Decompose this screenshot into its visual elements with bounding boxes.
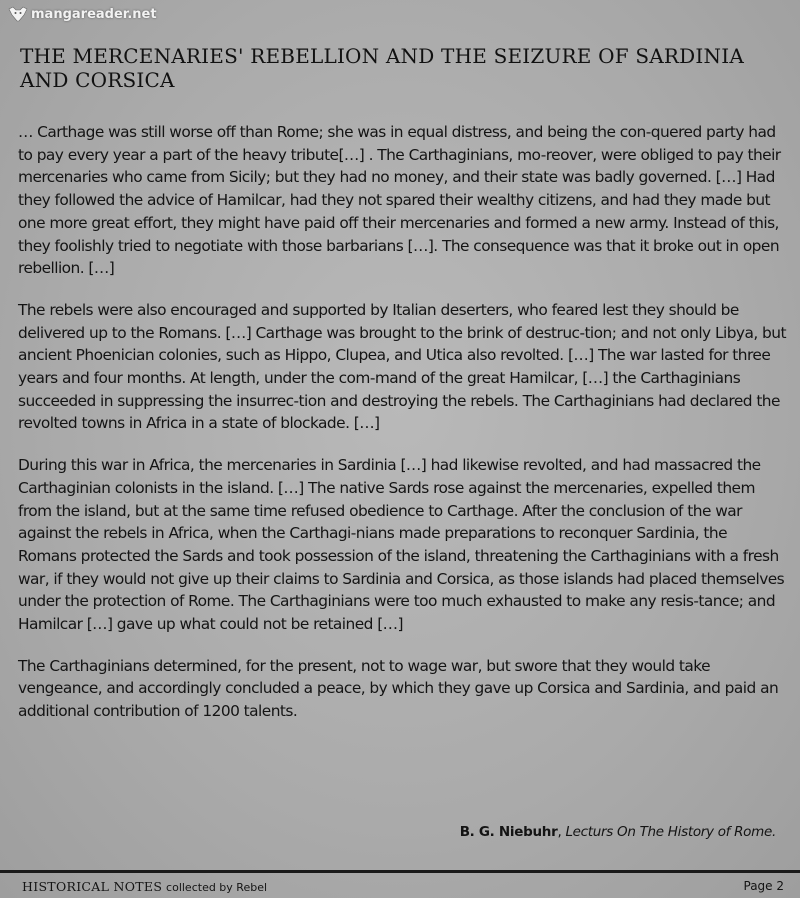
footer-divider — [0, 870, 800, 873]
paragraph-1: … Carthage was still worse off than Rome; she was in equal distress, and being the con-quered party had to pay every year a part of the heavy tribute[…] . The Carthaginians, mo-reover, were obliged to pay their mercenaries who came from Sicily; but they had no money, and their state was badly governed. […] Had they followed the advice of Hamilcar, had they not spared their wealthy citizens, and had they made but one more great effort, they might have paid off their mercenaries and formed a new army. Instead of this, they foolishly tried to negotiate with those barbarians […]. The consequence was that it broke out in open rebellion. […] — [18, 123, 781, 278]
paragraph-3: During this war in Africa, the mercenaries in Sardinia […] had likewise revolted, and had massacred the Carthaginian colonists in the island. […] The native Sards rose against the mercenaries, expelled them from the island, but at the same time refused obedience to Carthage. After the conclusion of the war against the rebels in Africa, when the Carthagi-nians made preparations to reconquer Sardinia, the Romans protected the Sards and took possession of the island, threatening the Carthaginians with a fresh war, if they would not give up their claims to Sardinia and Corsica, as those islands had placed themselves under the protection of Rome. The Carthaginians were too much exhausted to make any resis-tance; and Hamilcar […] gave up what could not be retained […] — [18, 456, 785, 634]
paragraph-2: The rebels were also encouraged and supported by Italian deserters, who feared lest they should be delivered up to the Romans. […] Carthage was brought to the brink of destruc-tion; and not only Libya, but ancient Phoenician colonies, such as Hippo, Clupea, and Utica also revolted. […] The war lasted for three years and four months. At length, under the com-mand of the great Hamilcar, […] the Carthaginians succeeded in suppressing the insurrec-tion and destroying the rebels. The Carthaginians had declared the revolted towns in Africa in a state of blockade. […] — [18, 300, 786, 433]
page-title: THE MERCENARIES' REBELLION AND THE SEIZURE OF SARDINIA AND CORSICA — [20, 44, 744, 92]
article-body — [18, 121, 786, 742]
footer-collected-by: collected by Rebel — [166, 881, 268, 894]
footer-series-title: HISTORICAL NOTES — [22, 879, 163, 894]
paragraph-4: The Carthaginians determined, for the present, not to wage war, but swore that they would take vengeance, and accordingly concluded a peace, by which they gave up Corsica and Sardinia, and paid an additional contribution of 1200 talents. — [18, 656, 779, 721]
footer-series — [22, 879, 267, 894]
page-number: Page 2 — [743, 879, 784, 893]
fox-logo-icon — [8, 6, 28, 22]
attribution-work: Lecturs On The History of Rome. — [565, 824, 776, 840]
watermark — [8, 6, 157, 22]
watermark-text: mangareader.net — [31, 6, 157, 22]
attribution-author: B. G. Niebuhr — [459, 824, 558, 840]
attribution — [460, 824, 776, 840]
attribution-separator: , — [557, 824, 566, 840]
